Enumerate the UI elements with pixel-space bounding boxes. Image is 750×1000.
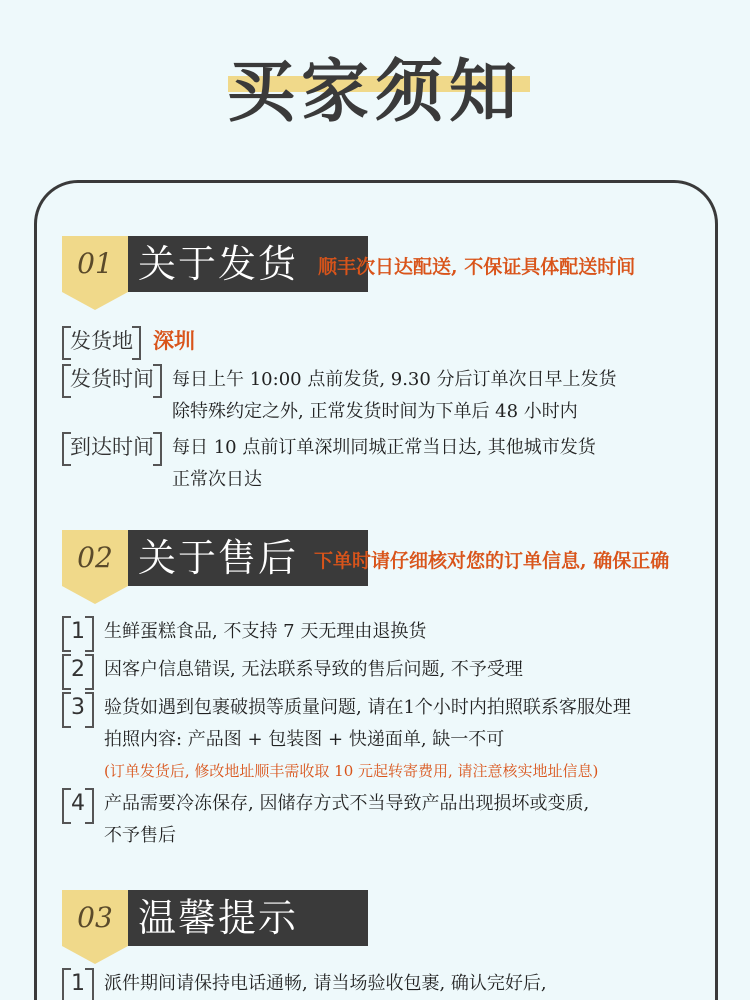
ship-origin-row: [62, 326, 195, 356]
item-text: [94, 692, 631, 786]
section-title: 关于售后: [138, 536, 299, 580]
item-line: 派件期间请保持电话通畅, 请当场验收包裹, 确认完好后,: [104, 973, 547, 994]
item-text: [94, 788, 589, 852]
item-number: 1: [62, 968, 94, 1000]
item-number: 1: [62, 616, 94, 648]
aftersale-item: [62, 788, 589, 852]
ship-time-value: [162, 364, 617, 428]
item-line: 因客户信息错误, 无法联系导致的售后问题, 不予受理: [104, 659, 523, 680]
aftersale-item: [62, 654, 523, 686]
section-number: 03: [77, 901, 113, 934]
page-title: 买家须知: [226, 53, 523, 132]
item-number: 4: [62, 788, 94, 820]
section-number: 01: [77, 247, 113, 280]
arrival-time-row: [62, 432, 596, 496]
ship-time-line: 除特殊约定之外, 正常发货时间为下单后 48 小时内: [172, 401, 578, 422]
item-number: 3: [62, 692, 94, 724]
item-line: 验货如遇到包裹破损等质量问题, 请在1个小时内拍照联系客服处理: [104, 697, 631, 718]
tips-item: [62, 968, 547, 1000]
item-number: 2: [62, 654, 94, 686]
notice-card: [34, 180, 718, 1000]
item-line: 产品需要冷冻保存, 因储存方式不当导致产品出现损坏或变质,: [104, 793, 590, 814]
section-number: 02: [77, 541, 113, 574]
aftersale-item: [62, 616, 426, 648]
item-text: [94, 616, 426, 648]
item-line: 拍照内容: 产品图 + 包装图 + 快递面单, 缺一不可: [104, 729, 505, 750]
title-wrap: [0, 38, 750, 135]
section-title-bar: [128, 890, 368, 946]
arrival-time-label: 到达时间: [62, 432, 162, 462]
item-line: 不予售后: [104, 825, 176, 846]
ship-time-label: 发货时间: [62, 364, 162, 394]
item-line: 生鲜蛋糕食品, 不支持 7 天无理由退换货: [104, 621, 427, 642]
item-text: [94, 968, 547, 1000]
ship-origin-value: 深圳: [153, 328, 195, 353]
arrival-time-line: 正常次日达: [172, 469, 262, 490]
ship-time-line: 每日上午 10:00 点前发货, 9.30 分后订单次日早上发货: [172, 369, 617, 390]
item-text: [94, 654, 523, 686]
ship-time-row: [62, 364, 617, 428]
section-title: 温馨提示: [138, 896, 299, 940]
item-red-note: (订单发货后, 修改地址顺丰需收取 10 元起转寄费用, 请注意核实地址信息): [104, 762, 599, 780]
section-title: 关于发货: [138, 242, 299, 286]
aftersale-item: [62, 692, 631, 786]
ship-origin-label: 发货地: [62, 326, 141, 356]
section-note: 下单时请仔细核对您的订单信息, 确保正确: [314, 550, 670, 572]
arrival-time-value: [162, 432, 596, 496]
arrival-time-line: 每日 10 点前订单深圳同城正常当日达, 其他城市发货: [172, 437, 596, 458]
section-note: 顺丰次日达配送, 不保证具体配送时间: [318, 256, 636, 278]
